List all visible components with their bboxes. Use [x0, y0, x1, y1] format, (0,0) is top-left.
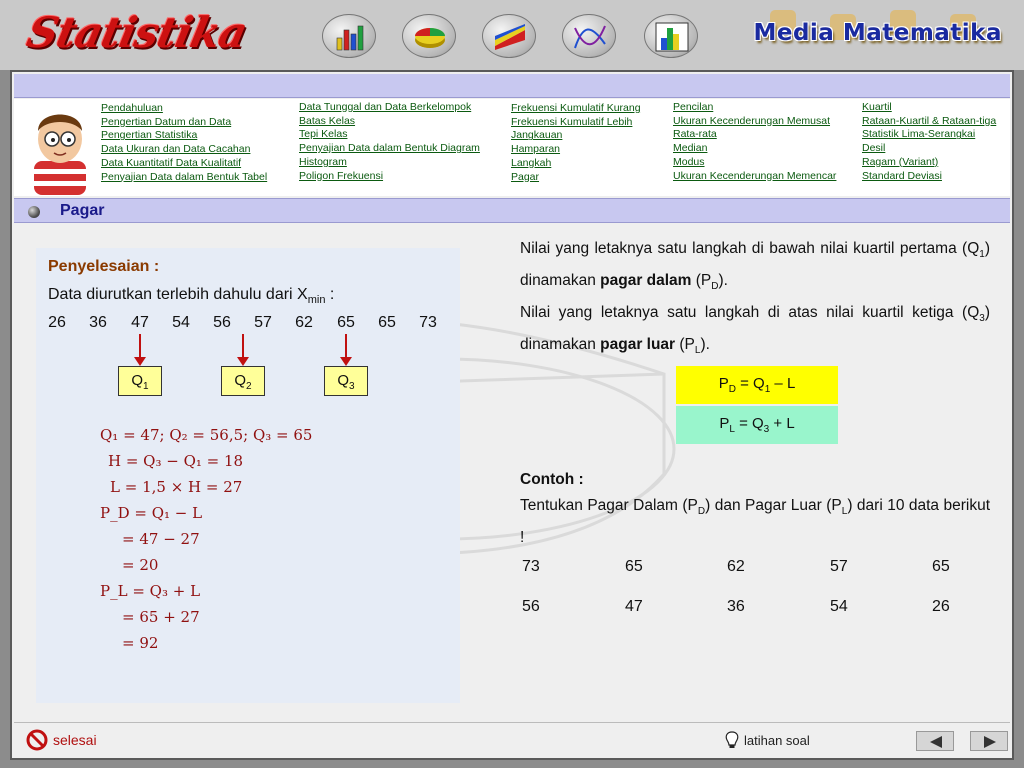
text: ) dan Pagar Luar (P: [705, 497, 842, 514]
menu-item[interactable]: Ukuran Kecenderungan Memusat: [673, 114, 831, 127]
sorted-value: 26: [48, 314, 66, 331]
menu-item[interactable]: Pendahuluan: [101, 102, 163, 114]
topic-menu: [14, 99, 1010, 196]
text: P: [719, 415, 730, 432]
q1-sub: 1: [143, 381, 149, 392]
exercise-button[interactable]: [724, 731, 810, 749]
bar-chart-icon[interactable]: [322, 14, 376, 58]
data-cell: 57: [830, 558, 848, 575]
text-sub: 3: [979, 313, 985, 325]
text: Nilai yang letaknya satu langkah di bawah nilai kuartil pertama (Q: [520, 240, 980, 257]
example-question: [520, 493, 990, 551]
q1-box: [118, 366, 162, 396]
calc-line: P_L = Q₃ + L: [100, 582, 201, 600]
menu-item[interactable]: Rataan-Kuartil & Rataan-tiga: [862, 114, 997, 127]
formula-pagar-luar: [676, 406, 838, 444]
menu-item[interactable]: Data Ukuran dan Data Cacahan: [101, 143, 251, 156]
menu-item[interactable]: Median: [673, 142, 708, 155]
menu-column-3: [511, 102, 641, 184]
menu-column-5: [862, 101, 996, 183]
text: ).: [718, 272, 728, 290]
text-sub: D: [697, 506, 706, 518]
menu-column-2: [299, 101, 480, 183]
q2-sub: 2: [246, 381, 252, 392]
bullet-icon: [28, 206, 40, 218]
text-sub: L: [841, 506, 848, 518]
data-cell: 65: [932, 558, 950, 575]
text: (P: [691, 272, 712, 290]
solution-heading: Penyelesaian :: [48, 258, 160, 275]
menu-item[interactable]: Penyajian Data dalam Bentuk Tabel: [101, 170, 268, 183]
calc-line: Q₁ = 47; Q₂ = 56,5; Q₃ = 65: [100, 426, 313, 444]
sorted-value: 65: [378, 314, 396, 331]
calc-line: H = Q₃ − Q₁ = 18: [108, 452, 244, 470]
data-cell: 54: [830, 598, 848, 615]
menu-item[interactable]: Modus: [673, 155, 705, 168]
q1-arrow: [139, 334, 141, 362]
menu-item[interactable]: Hamparan: [511, 143, 561, 156]
calc-line: = 47 − 27: [122, 530, 200, 548]
menu-item[interactable]: Langkah: [511, 156, 552, 169]
calc-line: = 92: [122, 634, 159, 652]
menu-item[interactable]: Standard Deviasi: [862, 169, 942, 182]
sorted-intro-colon: :: [325, 286, 335, 303]
example-heading: Contoh :: [520, 471, 584, 488]
sorted-intro: [48, 286, 334, 306]
text-sub: D: [728, 384, 736, 395]
text: ) dari 10 data berikut !: [520, 497, 991, 547]
sorted-value: 57: [254, 314, 272, 331]
top-strip: [14, 74, 1010, 98]
text: = Q: [734, 415, 764, 432]
data-cell: 36: [727, 598, 745, 615]
menu-column-4: [673, 101, 836, 183]
sorted-values: [48, 314, 448, 334]
text-sub: D: [711, 281, 719, 293]
menu-item[interactable]: Ukuran Kecenderungan Memencar: [673, 169, 837, 182]
calc-line: L = 1,5 × H = 27: [110, 478, 243, 496]
app-logo: Statistika: [22, 8, 251, 57]
menu-item[interactable]: Data Tunggal dan Data Berkelompok: [299, 101, 472, 113]
text-sub: L: [729, 424, 735, 435]
menu-item[interactable]: Pengertian Statistika: [101, 129, 198, 142]
calc-line: = 65 + 27: [122, 608, 200, 626]
sorted-value: 73: [419, 314, 437, 331]
menu-item[interactable]: Desil: [862, 142, 886, 155]
sorted-value: 47: [131, 314, 149, 331]
calc-line: = 20: [122, 556, 159, 574]
text: ).: [700, 336, 710, 354]
lightbulb-icon: [724, 731, 740, 749]
menu-item[interactable]: Poligon Frekuensi: [299, 169, 384, 182]
pie-chart-icon[interactable]: [402, 14, 456, 58]
text-sub: L: [694, 345, 701, 357]
menu-item[interactable]: Pengertian Datum dan Data: [101, 115, 232, 128]
right-arrow-icon: [982, 735, 998, 749]
data-cell: 47: [625, 598, 643, 615]
section-title-bar: [14, 198, 1010, 223]
sorted-value: 36: [89, 314, 107, 331]
q3-arrow: [345, 334, 347, 362]
histogram-icon[interactable]: [644, 14, 698, 58]
text: Tentukan Pagar Dalam (P: [520, 497, 698, 514]
q2-label: Q: [234, 372, 247, 389]
text: + L: [769, 415, 795, 432]
previous-button[interactable]: [916, 731, 954, 751]
menu-item[interactable]: Tepi Kelas: [299, 128, 348, 141]
q2-box: [221, 366, 265, 396]
text: ) dinamakan: [520, 240, 990, 290]
text-sub: 1: [979, 249, 985, 261]
q1-label: Q: [131, 372, 144, 389]
content-area: [14, 224, 1010, 718]
menu-item-current[interactable]: Pagar: [511, 170, 540, 183]
exercise-label: latihan soal: [744, 732, 810, 748]
menu-item[interactable]: Data Kuantitatif Data Kualitatif: [101, 156, 242, 169]
text: = Q: [735, 375, 765, 392]
menu-item[interactable]: Kuartil: [862, 101, 892, 113]
term-pagar-luar: pagar luar: [600, 336, 676, 354]
data-cell: 65: [625, 558, 643, 575]
sorted-intro-sub: min: [307, 294, 326, 307]
quit-label: selesai: [53, 732, 97, 748]
menu-item[interactable]: Frekuensi Kumulatif Lebih: [511, 115, 633, 128]
next-button[interactable]: [970, 731, 1008, 751]
main-frame: [10, 70, 1014, 760]
menu-item[interactable]: Pencilan: [673, 101, 714, 113]
left-arrow-icon: [928, 735, 944, 749]
sorted-value: 56: [213, 314, 231, 331]
text: ) dinamakan: [520, 304, 990, 354]
calc-line: P_D = Q₁ − L: [100, 504, 203, 522]
no-entry-icon: [26, 729, 48, 751]
menu-item[interactable]: Frekuensi Kumulatif Kurang: [511, 102, 641, 114]
mascot-icon: [24, 101, 96, 195]
data-cell: 62: [727, 558, 745, 575]
term-pagar-dalam: pagar dalam: [600, 272, 692, 290]
text: (P: [675, 336, 695, 354]
menu-item[interactable]: Jangkauan: [511, 129, 563, 142]
sorted-value: 62: [295, 314, 313, 331]
page-title: Pagar: [60, 202, 105, 219]
menu-item[interactable]: Penyajian Data dalam Bentuk Diagram: [299, 142, 480, 155]
menu-item[interactable]: Ragam (Variant): [862, 155, 939, 168]
q3-box: [324, 366, 368, 396]
text: Nilai yang letaknya satu langkah di atas nilai kuartil ketiga (Q: [520, 304, 980, 321]
q3-sub: 3: [349, 381, 355, 392]
formula-pagar-dalam: [676, 366, 838, 404]
area-chart-icon[interactable]: [482, 14, 536, 58]
sorted-value: 65: [337, 314, 355, 331]
solution-panel: [36, 248, 460, 703]
top-banner: [0, 0, 1024, 70]
q3-label: Q: [337, 372, 350, 389]
menu-column-1: [101, 102, 267, 184]
menu-item[interactable]: Histogram: [299, 155, 347, 168]
menu-item[interactable]: Batas Kelas: [299, 114, 356, 127]
sorted-value: 54: [172, 314, 190, 331]
text-sub: 1: [764, 384, 771, 395]
quit-button[interactable]: [26, 729, 97, 751]
definition-pagar-dalam: [520, 236, 990, 300]
definition-pagar-luar: [520, 300, 990, 364]
data-cell: 73: [522, 558, 540, 575]
menu-item[interactable]: Statistik Lima-Serangkai: [862, 128, 976, 141]
data-cell: 26: [932, 598, 950, 615]
brand-title: Media Matematika: [753, 20, 1002, 46]
text: P: [718, 375, 729, 392]
sorted-intro-text: Data diurutkan terlebih dahulu dari X: [48, 286, 308, 303]
text: – L: [770, 375, 796, 392]
footer-bar: [14, 722, 1010, 754]
menu-item[interactable]: Rata-rata: [673, 128, 717, 141]
text-sub: 3: [763, 424, 770, 435]
q2-arrow: [242, 334, 244, 362]
curve-chart-icon[interactable]: [562, 14, 616, 58]
data-cell: 56: [522, 598, 540, 615]
